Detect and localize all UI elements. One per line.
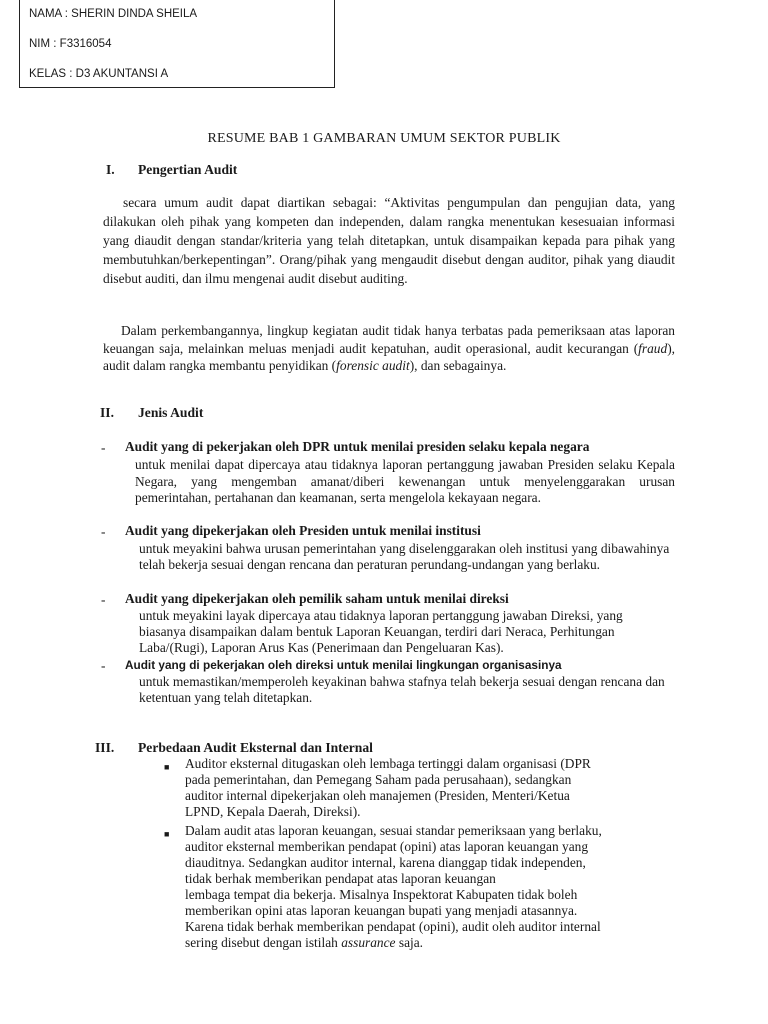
bullet-item: Auditor eksternal ditugaskan oleh lembaga tertinggi dalam organisasi (DPR pada pemerintahan, dan Pemegang Saham pada perusahaan), sedangkan auditor internal dipekerjakan oleh manajemen (Presiden, Menteri/Ketua LPND, Kepala Daerah, Direksi). [185,756,591,819]
student-nim: NIM : F3316054 [29,38,112,50]
section-2-title: Jenis Audit [138,405,204,420]
list-dash: - [101,592,106,607]
section-3-number: III. [95,740,115,755]
term-fraud: fraud [638,340,668,356]
paragraph-development: Dalam perkembangannya, lingkup kegiatan audit tidak hanya terbatas pada pemeriksaan atas laporan keuangan saja, melainkan meluas menjadi audit kepatuhan, audit operasional, audit kecurangan (fraud), audit dalam rangka membantu penyidikan (forensic audit), dan sebagainya. [103,323,675,373]
list-dash: - [101,658,106,673]
student-name: NAMA : SHERIN DINDA SHEILA [29,8,198,20]
audit-type-description: untuk menilai dapat dipercaya atau tidaknya laporan pertanggung jawaban Presiden selaku Kepala Negara, yang mengemban amanat/diberi kewenangan untuk menyelenggarakan urusan pemerintahan, pertahanan dan keamanan, serta mengelola kekayaan negara. [135,457,675,505]
section-3-title: Perbedaan Audit Eksternal dan Internal [138,740,373,755]
paragraph-definition: secara umum audit dapat diartikan sebagai: “Aktivitas pengumpulan dan pengujian data, yang dilakukan oleh pihak yang kompeten dan independen, dalam rangka menentukan kesesuaian informasi yang diaudit dengan standar/kriteria yang telah ditetapkan, untuk disampaikan kepada para pihak yang membutuhkan/berkepentingan”. Orang/pihak yang mengaudit disebut dengan auditor, pihak yang diaudit disebut auditi, dan ilmu mengenai audit disebut auditing. [103,195,675,286]
list-dash: - [101,440,106,455]
audit-type-description: untuk memastikan/memperoleh keyakinan bahwa stafnya telah bekerja sesuai dengan rencana dan ketentuan yang telah ditetapkan. [139,674,665,705]
audit-type-title: Audit yang di pekerjakan oleh DPR untuk menilai presiden selaku kepala negara [125,439,590,454]
audit-type-description: untuk meyakini layak dipercaya atau tidaknya laporan pertanggung jawaban Direksi, yang biasanya disampaikan dalam bentuk Laporan Keuangan, terdiri dari Neraca, Perhitungan Laba/(Rugi), Laporan Arus Kas (Penerimaan dan Pengeluaran Kas). [139,608,623,655]
audit-type-title: Audit yang dipekerjakan oleh pemilik saham untuk menilai direksi [125,591,509,606]
section-2-number: II. [100,405,114,420]
audit-type-title: Audit yang di pekerjakan oleh direksi untuk menilai lingkungan organisasinya [125,658,562,672]
audit-type-title: Audit yang dipekerjakan oleh Presiden untuk menilai institusi [125,523,481,538]
audit-type-description: untuk meyakini bahwa urusan pemerintahan yang diselenggarakan oleh institusi yang dibawahinya telah bekerja sesuai dengan rencana dan peraturan perundang-undangan yang berlaku. [139,541,670,572]
bullet-item: Dalam audit atas laporan keuangan, sesuai standar pemeriksaan yang berlaku, auditor eksternal memberikan pendapat (opini) atas laporan keuangan yang diauditnya. Sedangkan auditor internal, karena dianggap tidak independen, tidak berhak memberikan pendapat atas laporan keuangan lembaga tempat dia bekerja. Misalnya Inspektorat Kabupaten tidak boleh memberikan opini atas laporan keuangan bupati yang menjadi atasannya. Karena tidak berhak memberikan pendapat (opini), audit oleh auditor internal sering disebut dengan istilah assurance saja. [185,823,602,950]
term-forensic-audit: forensic audit [336,358,410,373]
section-1-number: I. [106,162,115,177]
student-class: KELAS : D3 AKUNTANSI A [29,68,169,80]
section-1-title: Pengertian Audit [138,162,238,177]
square-bullet-icon: ■ [164,762,170,772]
document-title: RESUME BAB 1 GAMBARAN UMUM SEKTOR PUBLIK [207,131,561,146]
list-dash: - [101,524,106,539]
square-bullet-icon: ■ [164,829,170,839]
student-info-box [19,0,335,88]
term-assurance: assurance [341,935,396,950]
